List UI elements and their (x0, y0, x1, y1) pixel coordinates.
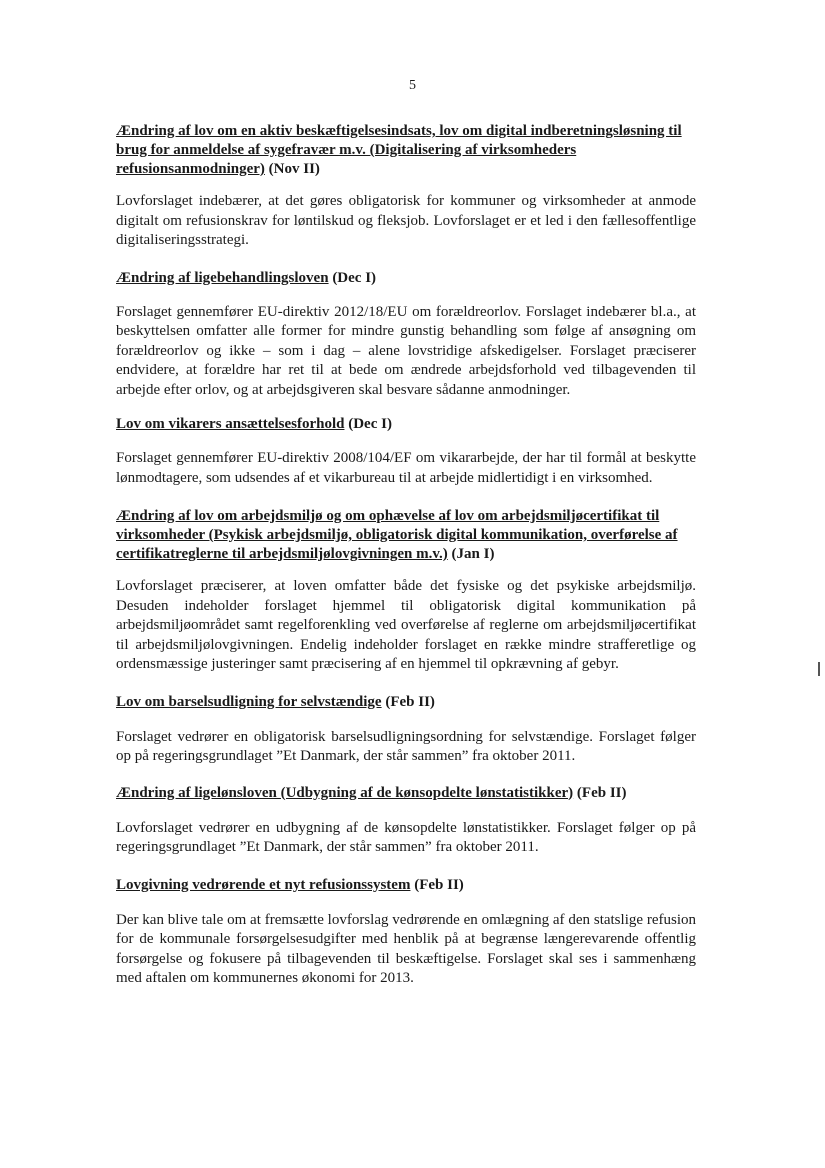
section-ligebehandlingsloven (116, 269, 696, 401)
section-period: (Feb II) (414, 876, 464, 893)
section-title: Ændring af lov om arbejdsmiljø og om ophævelse af lov om arbejdsmiljøcertifikat til virksomheder (Psykisk arbejdsmiljø, obligatorisk digital kommunikation, overførelse af certifikatreglerne til arbejdsmiljølovgivningen m.v.) (116, 508, 678, 562)
section-vikarer (116, 415, 696, 488)
section-text: Forslaget vedrører en obligatorisk barselsudligningsordning for selvstændige. Forslaget følger op på regeringsgrundlaget ”Et Danmark, der står sammen” fra oktober 2011. (116, 728, 696, 764)
section-title: Lov om barselsudligning for selvstændige (116, 693, 382, 710)
section-heading (116, 507, 696, 564)
section-period: (Dec I) (348, 416, 392, 432)
section-title: Lovgivning vedrørende et nyt refusionssystem (116, 876, 411, 893)
section-period: (Feb II) (385, 693, 435, 710)
section-text: Der kan blive tale om at fremsætte lovforslag vedrørende en omlægning af den statslige refusion for de kommunale forsørgelsesudgifter med henblik på at begrænse længerevarende offentlig forsørgelse og fokusere på tilbagevenden til beskæftigelse. Forslaget skal ses i sammenhæng med aftalen om kommunernes økonomi for 2013. (116, 911, 696, 986)
section-refusionssystem (116, 876, 696, 989)
section-period: (Dec I) (332, 269, 377, 286)
section-period: (Feb II) (576, 784, 627, 801)
section-title: Ændring af ligebehandlingsloven (116, 269, 329, 286)
section-text: Lovforslaget vedrører en udbygning af de kønsopdelte lønstatistikker. Forslaget følger op på regeringsgrundlaget ”Et Danmark, der står sammen” fra oktober 2011. (116, 819, 696, 855)
section-text: Lovforslaget præciserer, at loven omfatter både det fysiske og det psykiske arbejdsmiljø. Desuden indeholder forslaget hjemmel til obligatorisk digital kommunikation på arbejdsmiljøområdet samt regelforenkling ved overførelse af reglerne om arbejdsmiljøcertifikat til arbejdsmiljølovgivningen. Endelig indeholder forslaget en række mindre strafferetlige og ordensmæssige justeringer samt præcisering af en hjemmel til opkrævning af gebyr. (116, 578, 696, 672)
document-body (116, 122, 696, 989)
section-period: (Jan I) (451, 546, 495, 562)
section-heading (116, 876, 696, 895)
section-title: Ændring af ligelønsloven (Udbygning af de kønsopdelte lønstatistikker) (116, 784, 574, 801)
section-title: Lov om vikarers ansættelsesforhold (116, 416, 345, 432)
section-text: Forslaget gennemfører EU-direktiv 2008/104/EF om vikararbejde, der har til formål at beskytte lønmodtagere, som udsendes af et vikarbureau til at arbejde midlertidigt i en virksomhed. (116, 450, 696, 486)
section-heading (116, 693, 696, 712)
section-ligelonsloven (116, 784, 696, 858)
section-title: Ændring af lov om en aktiv beskæftigelsesindsats, lov om digital indberetningsløsning til brug for anmeldelse af sygefravær m.v. (Digitalisering af virksomheders refusionsanmodninger) (116, 123, 682, 177)
section-barselsudligning (116, 693, 696, 767)
section-period: (Nov II) (268, 161, 320, 177)
section-heading (116, 415, 696, 434)
section-arbejdsmiljo (116, 507, 696, 675)
section-text: Lovforslaget indebærer, at det gøres obligatorisk for kommuner og virksomheder at anmode digitalt om refusionskrav for løntilskud og fleksjob. Lovforslaget er et led i den fællesoffentlige digitaliseringsstrategi. (116, 193, 696, 248)
section-heading (116, 122, 696, 179)
scan-edge-mark (818, 662, 820, 676)
page-number: 5 (409, 78, 416, 93)
section-heading (116, 784, 696, 803)
section-text: Forslaget gennemfører EU-direktiv 2012/18/EU om forældreorlov. Forslaget indebærer bl.a., at beskyttelsen omfatter alle former for mindre gunstig behandling som følge af ansøgning om forældreorlov og ikke – som i dag – alene lovstridige afskedigelser. Forslaget præciserer endvidere, at forældre har ret til at bede om ændrede arbejdsforhold ved tilbagevenden til arbejde efter orlov, og at arbejdsgiveren skal besvare sådanne anmodninger. (116, 303, 696, 398)
section-heading (116, 269, 696, 288)
section-digital-refusion (116, 122, 696, 251)
